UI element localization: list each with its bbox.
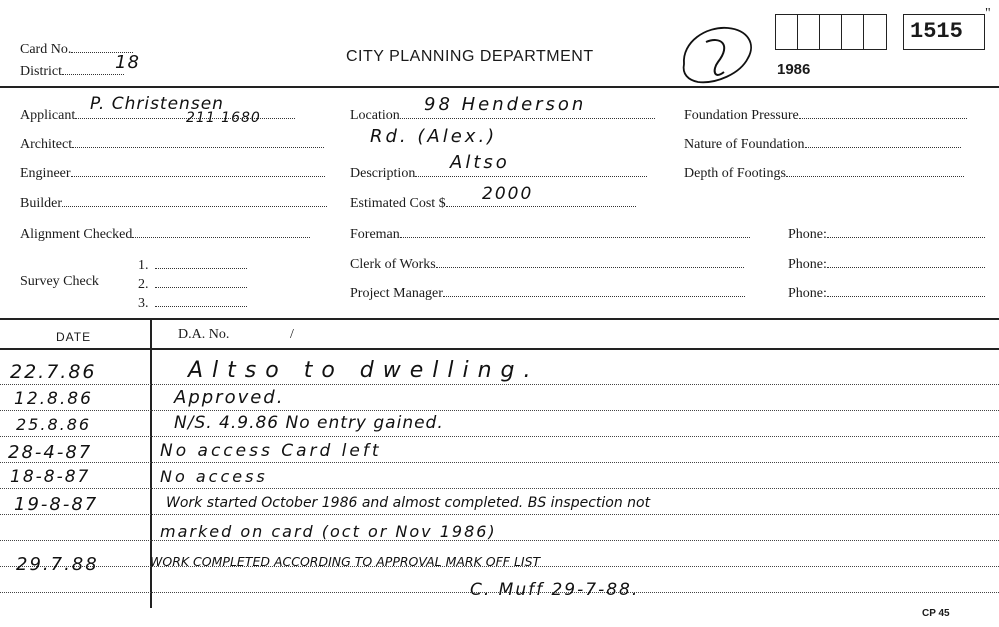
log-text: No access Card left: [160, 441, 382, 461]
project-manager-field: Project Manager: [350, 284, 745, 302]
estimated-cost-field: Estimated Cost $: [350, 194, 636, 212]
location-field: Location: [350, 106, 655, 124]
row-line: [0, 462, 999, 463]
log-date: 12.8.86: [14, 389, 93, 409]
description-value: Altso: [450, 152, 510, 173]
location-value: 98 Henderson: [424, 94, 587, 115]
engineer-field: Engineer: [20, 164, 325, 182]
date-column-header: DATE: [56, 330, 92, 344]
nature-of-foundation-field: Nature of Foundation: [684, 135, 961, 153]
da-slash: /: [290, 327, 294, 342]
alignment-field: Alignment Checked: [20, 225, 310, 243]
estimated-cost-value: 2000: [482, 184, 534, 204]
card-no-label: Card No.: [20, 40, 133, 58]
department-title: CITY PLANNING DEPARTMENT: [346, 48, 594, 65]
log-text: N/S. 4.9.86 No entry gained.: [174, 413, 444, 433]
form-code: CP 45: [922, 608, 950, 619]
architect-field: Architect: [20, 135, 324, 153]
row-line: [0, 384, 999, 385]
row-line: [0, 436, 999, 437]
survey-line-2: 2.: [138, 275, 247, 293]
log-date: 18-8-87: [10, 467, 91, 487]
district-value: 18: [115, 52, 140, 73]
da-column-header: D.A. No.: [178, 327, 230, 342]
row-line: [0, 488, 999, 489]
manager-phone: Phone:: [788, 284, 985, 302]
log-date: 22.7.86: [10, 361, 97, 383]
district-label: District: [20, 62, 124, 80]
builder-field: Builder: [20, 194, 327, 212]
card-number: 1515: [910, 19, 963, 44]
log-text: Altso to dwelling.: [188, 358, 540, 383]
log-date: 28-4-87: [8, 442, 93, 463]
location-value-2: Rd. (Alex.): [370, 126, 498, 147]
applicant-field: Applicant: [20, 106, 295, 124]
applicant-value: P. Christensen: [90, 94, 224, 114]
card-number-box: [903, 14, 985, 50]
depth-of-footings-field: Depth of Footings: [684, 164, 964, 182]
row-line: [0, 514, 999, 515]
number-box-1: [775, 14, 799, 50]
log-date: 19-8-87: [14, 494, 99, 515]
description-field: Description: [350, 164, 647, 182]
foreman-phone: Phone:: [788, 225, 985, 243]
foundation-pressure-field: Foundation Pressure: [684, 106, 967, 124]
clerk-of-works-field: Clerk of Works: [350, 255, 744, 273]
signature-line: C. Muff 29-7-88.: [470, 580, 640, 600]
top-divider: [0, 86, 999, 88]
clerk-phone: Phone:: [788, 255, 985, 273]
log-text: marked on card (oct or Nov 1986): [160, 522, 497, 541]
log-text: Work started October 1986 and almost completed. BS inspection not: [166, 495, 651, 511]
number-box-4: [841, 14, 865, 50]
survey-line-3: 3.: [138, 294, 247, 312]
log-text: WORK COMPLETED ACCORDING TO APPROVAL MARK OFF LIST: [150, 554, 541, 569]
circled-mark: [676, 22, 758, 88]
log-text: No access: [160, 467, 268, 486]
log-date: 25.8.86: [16, 415, 92, 434]
foreman-field: Foreman: [350, 225, 750, 243]
number-box-2: [797, 14, 821, 50]
survey-line-1: 1.: [138, 256, 247, 274]
applicant-value-2: 211 1680: [186, 110, 261, 126]
number-box-5: [863, 14, 887, 50]
log-text: Approved.: [174, 387, 285, 408]
row-line: [0, 410, 999, 411]
tick-mark: ": [985, 6, 991, 21]
survey-check-label: Survey Check: [20, 274, 99, 289]
row-line: [0, 540, 999, 541]
number-box-3: [819, 14, 843, 50]
log-date: 29.7.88: [16, 554, 99, 575]
year: 1986: [777, 61, 811, 78]
